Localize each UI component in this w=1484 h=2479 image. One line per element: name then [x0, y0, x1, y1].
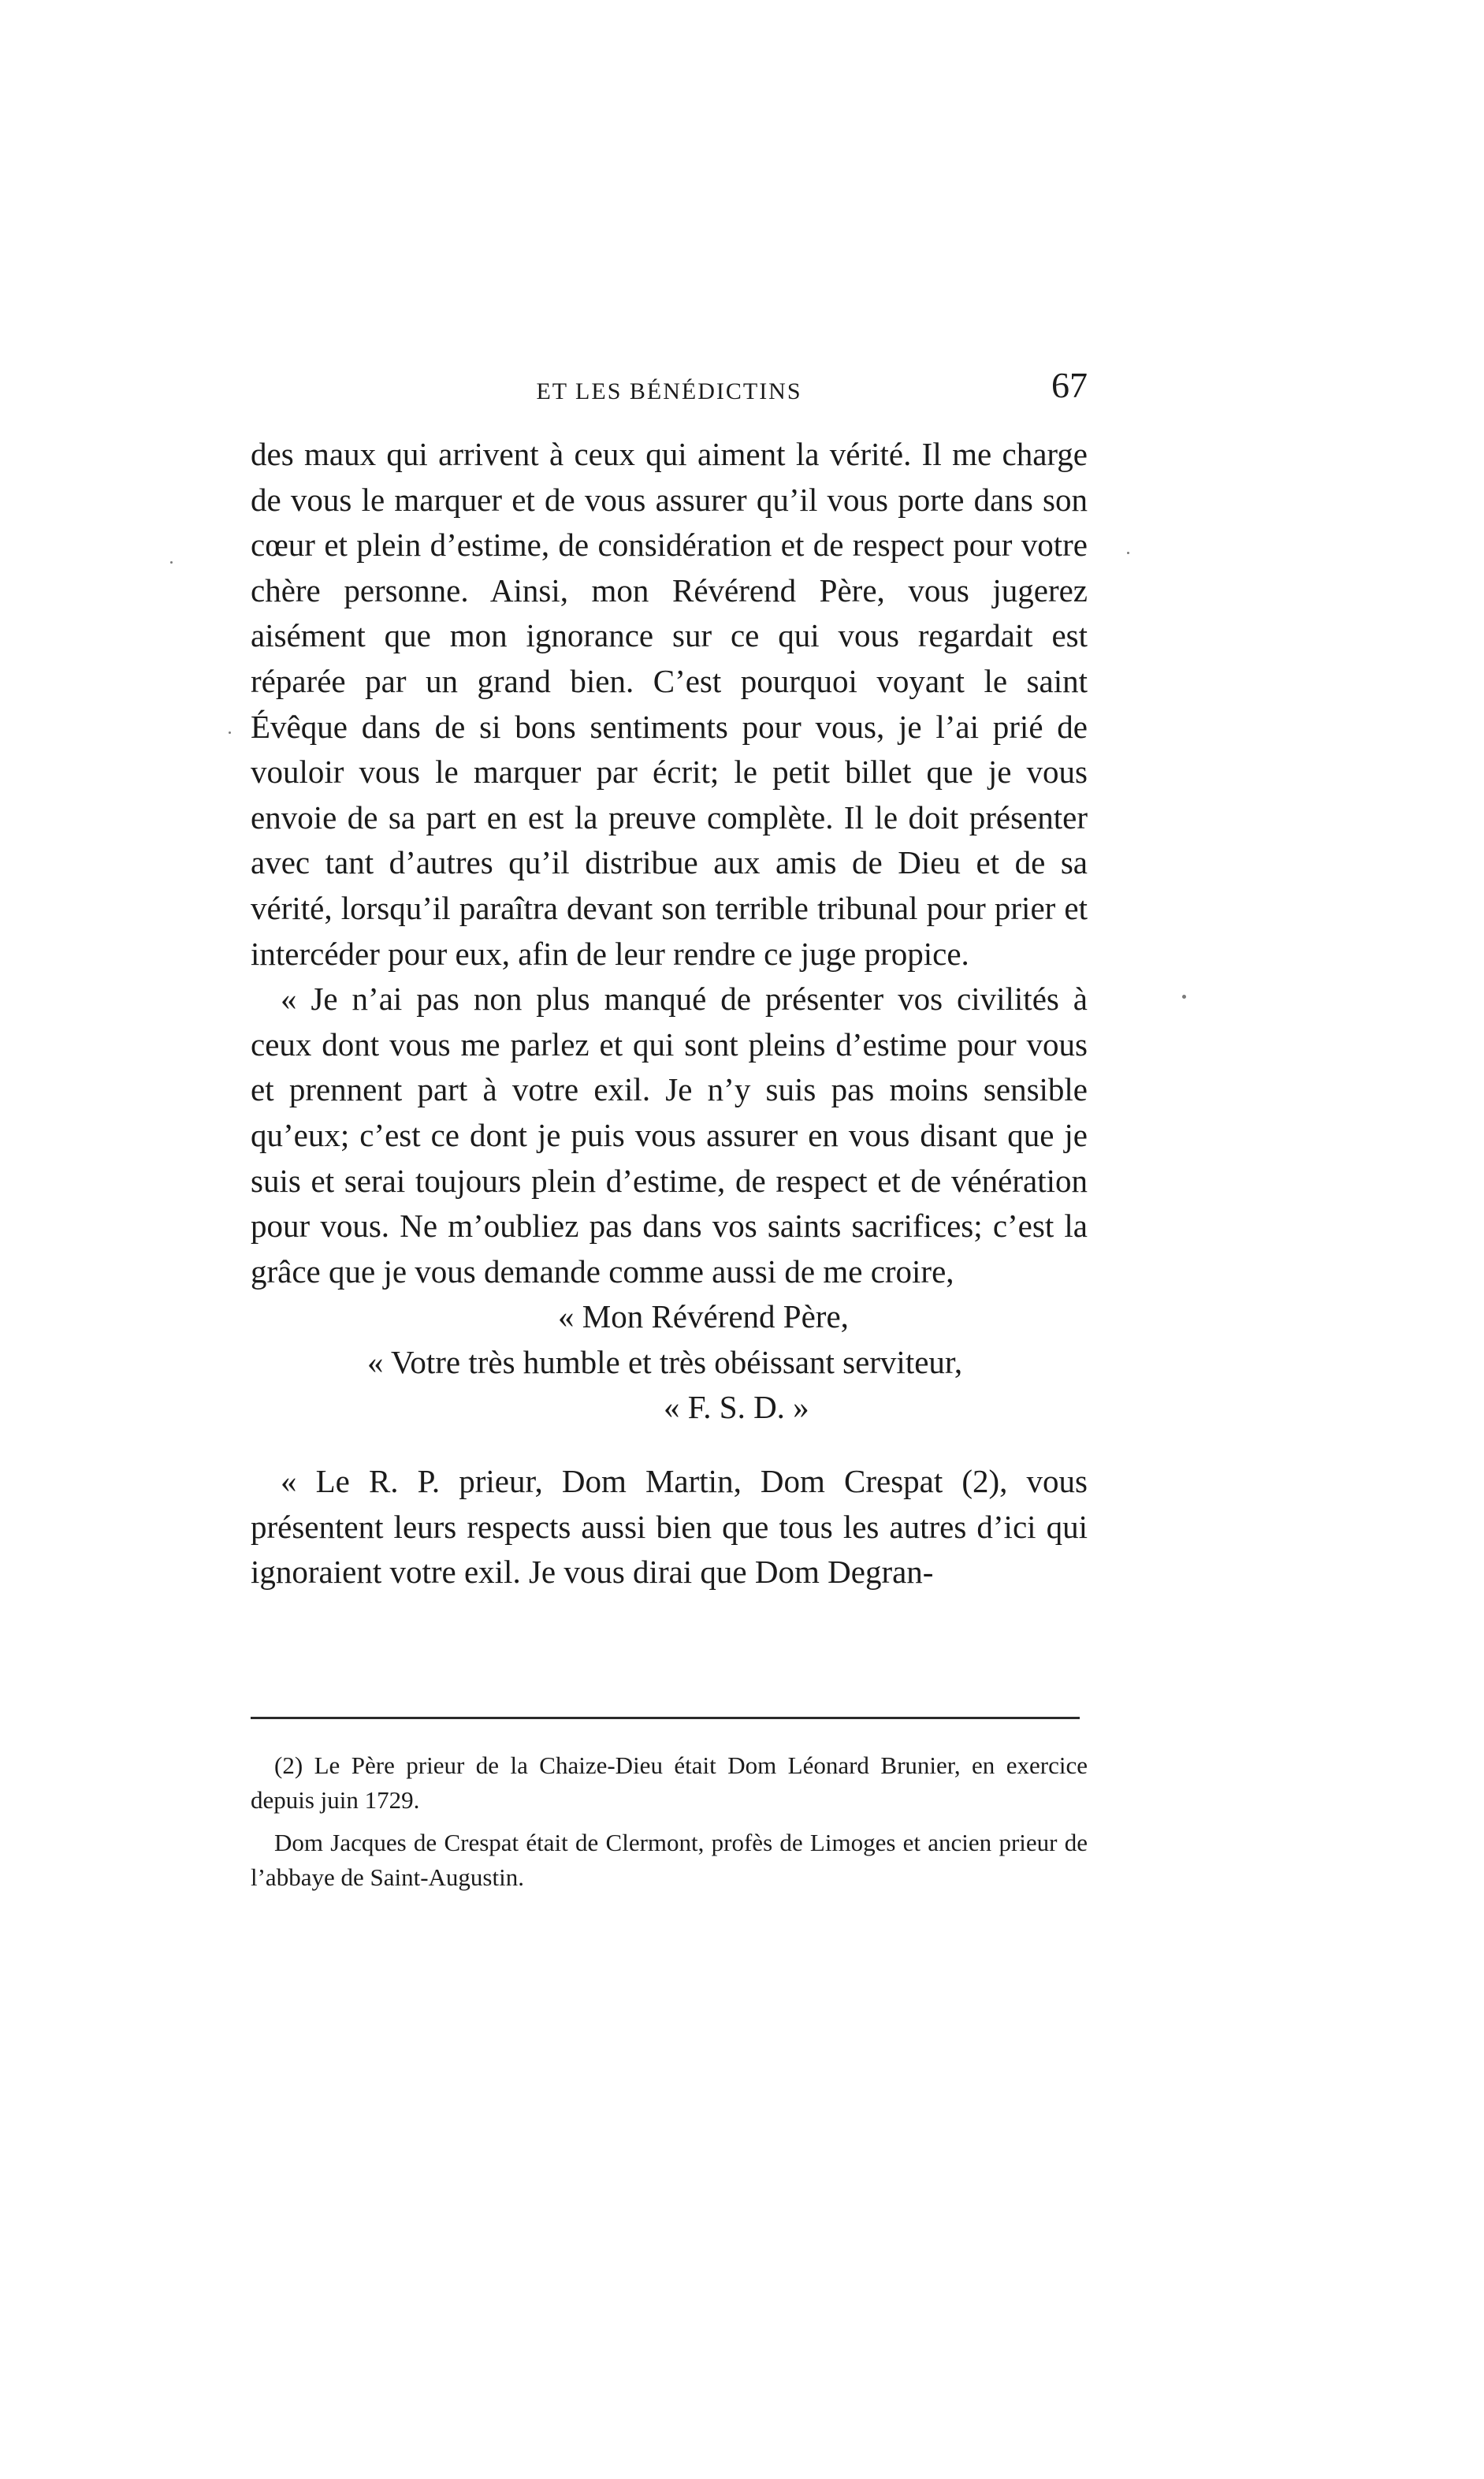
footnote-divider	[251, 1717, 1080, 1719]
footnote: (2) Le Père prieur de la Chaize-Dieu était Dom Léonard Brunier, en exercice depuis juin 1729.	[251, 1751, 1088, 1814]
scan-speck	[1182, 995, 1186, 999]
paragraph: « Je n’ai pas non plus manqué de présenter vos civilités à ceux dont vous me parlez et qui sont pleins d’estime pour vous et prennent part à votre exil. Je n’y suis pas moins sensible qu’eux; c’est ce dont je puis vous assurer en vous disant que je suis et serai toujours plein d’estime, de respect et de vénération pour vous. Ne m’oubliez pas dans vos saints sacrifices; c’est la grâce que je vous demande comme aussi de me croire,	[251, 981, 1088, 1290]
main-text	[251, 432, 1088, 1595]
footnote: Dom Jacques de Crespat était de Clermont, profès de Limoges et ancien prieur de l’abbaye de Saint-Augustin.	[251, 1829, 1088, 1891]
letter-closing: « Votre très humble et très obéissant serviteur,	[367, 1343, 963, 1380]
letter-salutation: « Mon Révérend Père,	[558, 1298, 849, 1335]
letter-signature: « F. S. D. »	[664, 1389, 809, 1426]
scan-speck	[1127, 552, 1129, 554]
running-title: ET LES BÉNÉDICTINS	[536, 378, 802, 404]
scan-speck	[229, 731, 231, 734]
paragraph: des maux qui arrivent à ceux qui aiment la vérité. Il me charge de vous le marquer et de vous assurer qu’il vous porte dans son cœur et plein d’estime, de considération et de respect pour votre chère personne. Ainsi, mon Révérend Père, vous jugerez aisément que mon ignorance sur ce qui vous regardait est réparée par un grand bien. C’est pourquoi voyant le saint Évêque dans de si bons sentiments pour vous, je l’ai prié de vouloir vous le marquer par écrit; le petit billet que je vous envoie de sa part en est la preuve complète. Il le doit présenter avec tant d’autres qu’il distribue aux amis de Dieu et de sa vérité, lorsqu’il paraîtra devant son terrible tribunal pour prier et intercéder pour eux, afin de leur rendre ce juge propice.	[251, 436, 1088, 972]
scan-speck	[170, 561, 173, 564]
postscript-paragraph: « Le R. P. prieur, Dom Martin, Dom Crespat (2), vous présentent leurs respects aussi bien que tous les autres d’ici qui ignoraient votre exil. Je vous dirai que Dom Degran-	[251, 1463, 1088, 1591]
page-header	[251, 364, 1088, 419]
page-number: 67	[1051, 365, 1088, 405]
footnotes	[251, 1748, 1088, 1903]
